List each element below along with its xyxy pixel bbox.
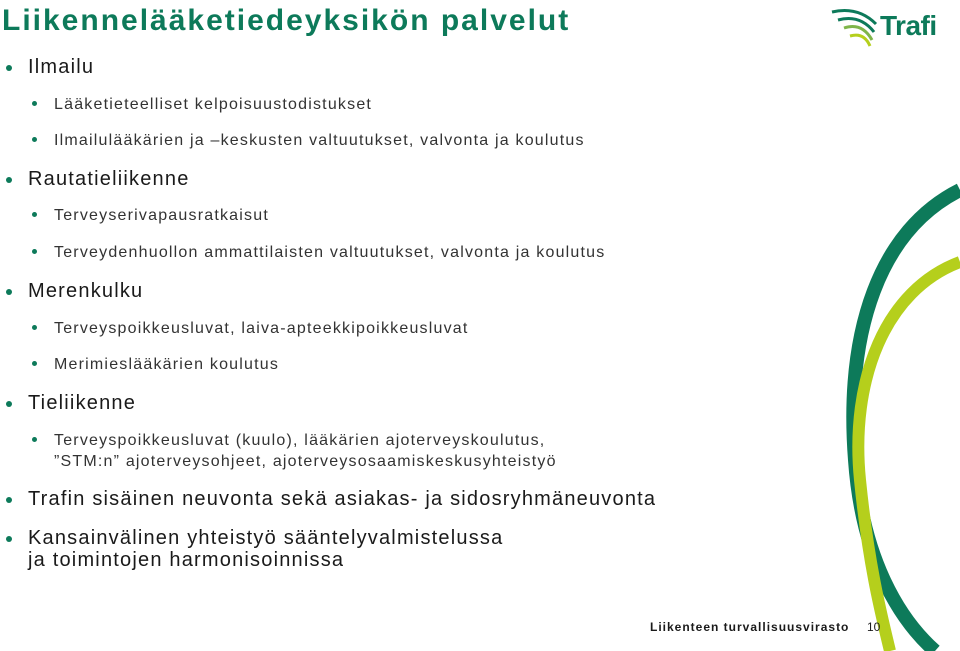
sub-bullet-item bbox=[54, 354, 279, 375]
bullet-text: Ilmailulääkärien ja –keskusten valtuutukset, valvonta ja koulutus bbox=[54, 132, 585, 149]
sub-bullet-item bbox=[54, 205, 269, 226]
bullet-item bbox=[28, 488, 656, 510]
bullet-text: Terveyspoikkeusluvat (kuulo), lääkärien ajoterveyskoulutus, bbox=[54, 432, 546, 449]
bullet-item bbox=[28, 56, 94, 78]
bullet-dot-icon bbox=[6, 65, 12, 71]
bullet-text: Terveyspoikkeusluvat, laiva-apteekkipoikkeusluvat bbox=[54, 320, 469, 337]
trafi-logo-text: Trafi bbox=[880, 10, 937, 41]
bullet-dot-icon bbox=[32, 325, 37, 330]
bullet-item bbox=[28, 527, 503, 571]
bullet-text: Tieliikenne bbox=[28, 392, 137, 414]
bullet-dot-icon bbox=[32, 101, 37, 106]
bullet-text: Merenkulku bbox=[28, 280, 144, 302]
footer-agency-name: Liikenteen turvallisuusvirasto bbox=[650, 620, 850, 634]
bullet-dot-icon bbox=[32, 249, 37, 254]
bullet-dot-icon bbox=[6, 401, 12, 407]
bullet-text: ”STM:n” ajoterveysohjeet, ajoterveysosaamiskeskusyhteistyö bbox=[54, 453, 557, 470]
bullet-item bbox=[28, 280, 143, 302]
sub-bullet-item bbox=[54, 430, 557, 472]
bullet-item bbox=[28, 392, 136, 414]
bullet-text: Terveyserivapausratkaisut bbox=[54, 207, 269, 224]
bullet-dot-icon bbox=[32, 437, 37, 442]
bullet-text: ja toimintojen harmonisoinnissa bbox=[28, 549, 345, 571]
bullet-dot-icon bbox=[32, 137, 37, 142]
bullet-dot-icon bbox=[6, 536, 12, 542]
bullet-dot-icon bbox=[32, 212, 37, 217]
bullet-dot-icon bbox=[6, 497, 12, 503]
sub-bullet-item bbox=[54, 94, 372, 115]
bullet-text: Merimieslääkärien koulutus bbox=[54, 356, 280, 373]
slide-title: Liikennelääketiedeyksikön palvelut bbox=[2, 4, 571, 37]
bullet-text: Rautatieliikenne bbox=[28, 168, 190, 190]
bullet-dot-icon bbox=[6, 289, 12, 295]
bullet-text: Trafin sisäinen neuvonta sekä asiakas- ja sidosryhmäneuvonta bbox=[28, 488, 657, 510]
bullet-item bbox=[28, 168, 190, 190]
bullet-text: Kansainvälinen yhteistyö sääntelyvalmistelussa bbox=[28, 527, 504, 549]
bullet-dot-icon bbox=[6, 177, 12, 183]
sub-bullet-item bbox=[54, 242, 605, 263]
bullet-text: Lääketieteelliset kelpoisuustodistukset bbox=[54, 96, 373, 113]
bullet-dot-icon bbox=[32, 361, 37, 366]
bullet-text: Terveydenhuollon ammattilaisten valtuutukset, valvonta ja koulutus bbox=[54, 244, 606, 261]
bullet-text: Ilmailu bbox=[28, 56, 95, 78]
sub-bullet-item bbox=[54, 130, 585, 151]
sub-bullet-item bbox=[54, 318, 469, 339]
page-number: 10 bbox=[867, 620, 881, 634]
